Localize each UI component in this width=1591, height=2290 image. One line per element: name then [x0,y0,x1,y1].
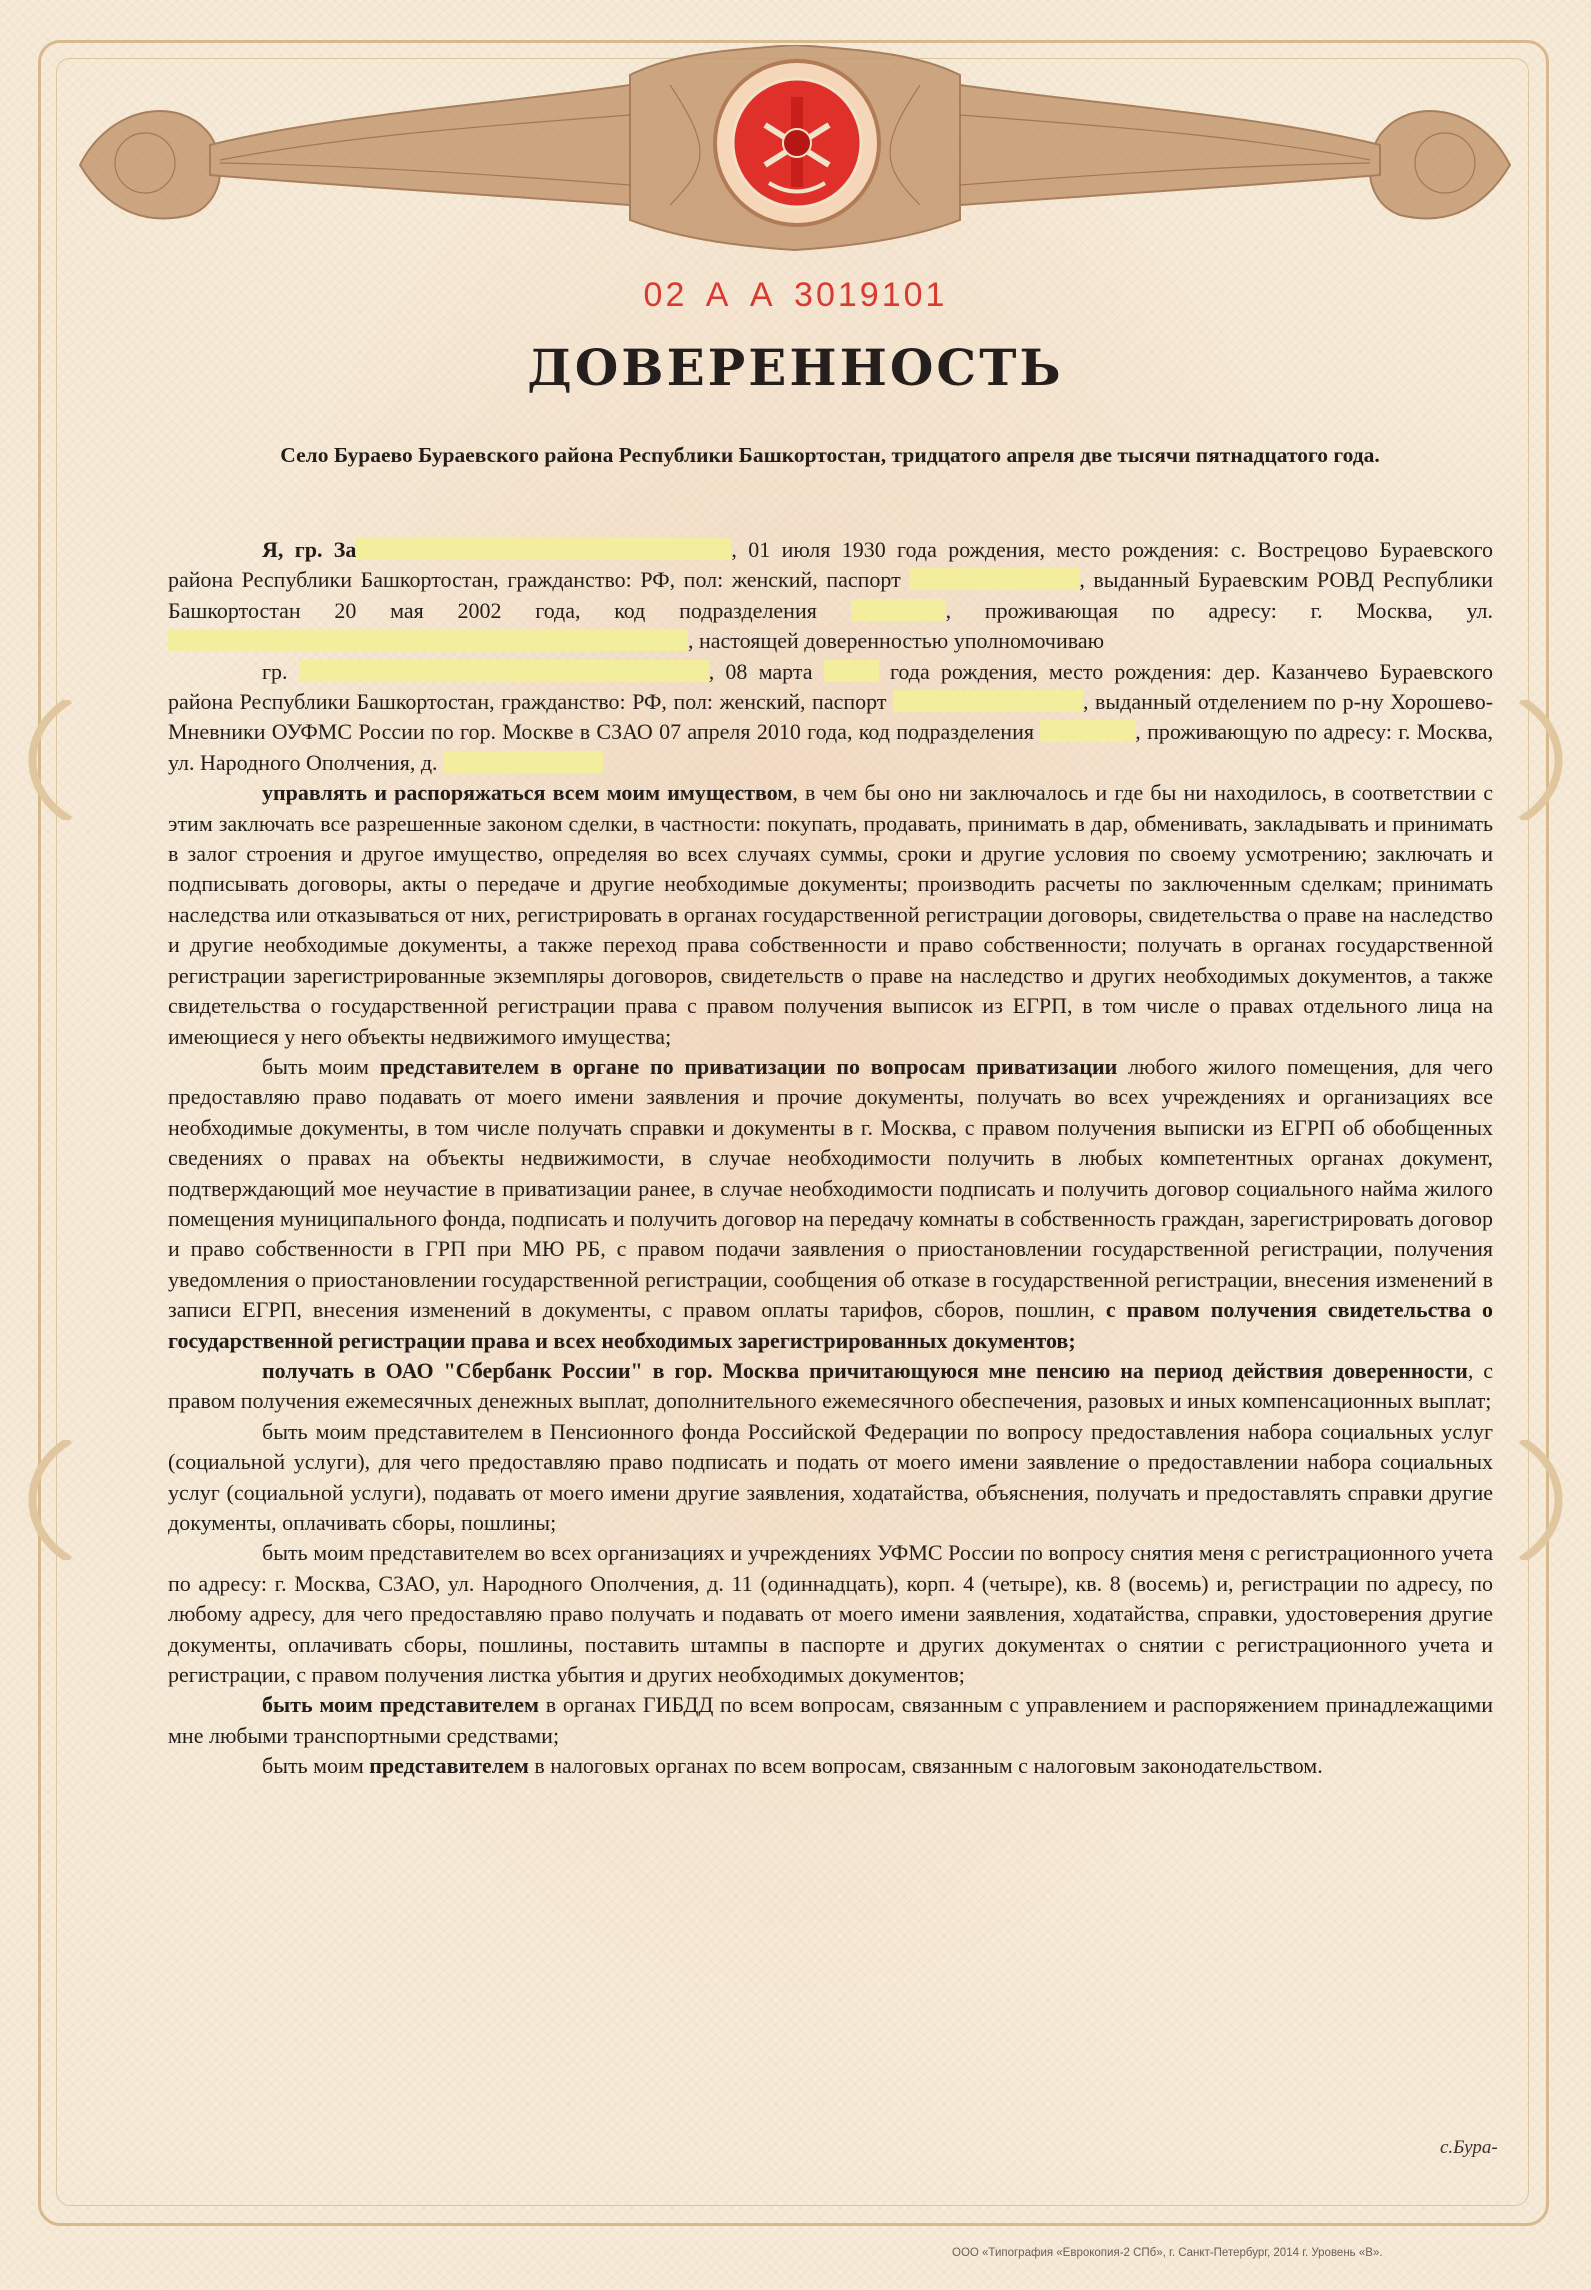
redacted-agent-division-code [1040,720,1135,742]
redacted-principal-name [356,538,731,560]
power-pension-text: , с правом получения ежемесячных денежных выплат, дополнительного ежемесячного обеспечения, разовых и иных компенсационных выплат; [168,1357,1493,1414]
printer-imprint: ООО «Типография «Еврокопия-2 СПб», г. Санкт-Петербург, 2014 г. Уровень «В». [952,2247,1383,2259]
power-pension-bold: получать в ОАО "Сбербанк России" в гор. Москва причитающуюся мне пенсию на период действия доверенности [262,1357,1468,1383]
notary-emblem [709,55,885,231]
power-registration: быть моим представителем во всех организациях и учреждениях УФМС России по вопросу снятия меня с регистрационного учета по адресу: г. Москва, СЗАО, ул. Народного Ополчения, д. 11 (одиннадцать), корп. 4 (четыре), кв. 8 (восемь) и, регистрации по адресу, по любому адресу, для чего предоставляю право получать и подавать от моего имени заявления, ходатайства, справки, удостоверения другие документы, оплачивать сборы, пошлины, поставить штампы в паспорте и других документах о снятии с регистрационного учета и регистрации, с правом получения листка убытия и других необходимых документов; [168,1540,1493,1688]
power-privatization-bold-end: с правом получения свидетельства о государственной регистрации права и всех необходимых зарегистрированных документов; [168,1297,1493,1353]
power-pension-fund: быть моим представителем в Пенсионного фонда Российской Федерации по вопросу предоставления набора социальных услуг (социальной услуги), для чего предоставляю право подписать и подать от моего имени заявление о предоставлении набора социальных услуг (социальной услуги), подавать от моего имени другие заявления, ходатайства, объяснения, получать и предоставлять справки другие документы, оплачивать сборы, пошлины; [168,1418,1493,1535]
power-traffic-text: в органах ГИБДД по всем вопросам, связанным с управлением и распоряжением принадлежащими мне любыми транспортными средствами; [168,1692,1493,1748]
right-side-ornament [1511,700,1581,820]
power-tax-bold: представителем [369,1753,529,1779]
redacted-agent-passport [893,690,1083,712]
principal-paragraph [168,535,1493,657]
place-and-date: Село Бураево Бураевского района Республики Башкортостан, тридцатого апреля две тысячи пятнадцатого года. [280,443,1380,467]
document-body [168,535,1493,1782]
principal-address-lead: , проживающая по адресу: г. Москва, ул. [945,597,1494,623]
left-side-ornament [10,700,80,820]
power-privatization-bold: представителем в органе по приватизации по вопросам приватизации [379,1053,1118,1079]
power-tax-text: в налоговых органах по всем вопросам, связанным с налоговым законодательством. [528,1753,1323,1779]
agent-birth-date: , 08 марта [708,658,813,684]
power-tax [168,1751,1493,1781]
redacted-agent-house [443,751,603,773]
principal-lead: Я, гр. За [262,537,357,562]
principal-closing: , настоящей доверенностью уполномочиваю [688,628,1105,654]
power-property [168,778,1493,1052]
principal-passport-issued: , выданный Бураевским РОВД Республики Башкортостан 20 мая 2002 года, код подразделения [168,567,1493,623]
form-serial-number: 02 А А 3019101 [643,276,948,314]
power-traffic-police [168,1690,1493,1751]
redacted-principal-passport [909,568,1079,590]
power-property-text: , в чем бы оно ни заключалось и где бы ни находилось, в соответствии с этим заключать все разрешенные законом сделки, в частности: покупать, продавать, принимать в дар, обменивать, закладывать и принимать в залог строения и другое имущество, определяя во всех случаях суммы, сроки и другие условия по своему усмотрению; заключать и подписывать договоры, акты о передаче и другие необходимые документы; производить расчеты по заключенным сделкам; принимать наследства или отказываться от них, регистрировать в органах государственной регистрации договоры, свидетельства о праве на наследство и другие необходимые документы, а также переход права собственности и право собственности; получать в органах государственной регистрации зарегистрированные экземпляры договоров, свидетельств о праве на наследство и других необходимых документов, а также свидетельства о государственной регистрации права с правом получения выписок из ЕГРП, в том числе о правах отдельного лица на имеющиеся у него объекты недвижимого имущества; [168,780,1493,1049]
power-tax-lead: быть моим [262,1753,370,1779]
power-property-bold: управлять и распоряжаться всем моим имуществом [262,780,793,806]
agent-birth-details: года рождения, место рождения: дер. Казанчево Бураевского района Республики Башкортостан, гражданство: РФ, пол: женский, паспорт [168,658,1494,715]
power-privatization-text: любого жилого помещения, для чего предоставляю право подавать от моего имени заявления и прочие документы, получать во всех учреждениях и организациях все необходимые документы, в том числе получать справки и документы в г. Москва, с правом получения выписки из ЕГРП об обобщенных сведениях о правах на объекты недвижимости, в случае необходимости получить в любых компетентных органах документ, подтверждающий мое неучастие в приватизации ранее, в случае необходимости подписать и получить договор социального найма жилого помещения муниципального фонда, подписать и получить договор на передачу комнаты в собственность граждан, зарегистрировать договор и право собственности в ГРП при МЮ РБ, с правом подачи заявления о приостановлении государственной регистрации, получения уведомления о приостановлении государственной регистрации, сообщения об отказе в государственной регистрации, внесения изменений в записи ЕГРП, внесения изменений в документы, с правом оплаты тарифов, сборов, пошлин, [168,1053,1493,1323]
agent-address: , проживающую по адресу: г. Москва, ул. Народного Ополчения, д. [168,719,1494,775]
power-traffic-lead: быть моим [262,1692,380,1718]
power-traffic-bold: представителем [379,1692,540,1718]
redacted-principal-address [168,629,688,651]
redacted-agent-birth-year [824,660,879,682]
agent-lead: гр. [262,658,288,684]
left-side-ornament-2 [10,1440,80,1560]
agent-paragraph [168,657,1493,779]
redacted-agent-name [299,660,709,682]
document-title: ДОВЕРЕННОСТЬ [527,338,1064,397]
power-privatization [168,1052,1493,1356]
principal-birth-details: , 01 июля 1930 года рождения, место рождения: с. Вострецово Бураевского района Республики Башкортостан, гражданство: РФ, пол: женский, паспорт [168,537,1493,593]
redacted-principal-division-code [851,599,946,621]
power-privatization-lead: быть моим [262,1053,380,1079]
agent-passport-issued: , выданный отделением по р-ну Хорошево- Мневники ОУФМС России по гор. Москве в СЗАО 07 апреля 2010 года, код подразделения [168,689,1494,745]
right-side-ornament-2 [1511,1440,1581,1560]
power-pension [168,1356,1493,1417]
signature-initials: с.Бура- [1440,2137,1498,2158]
